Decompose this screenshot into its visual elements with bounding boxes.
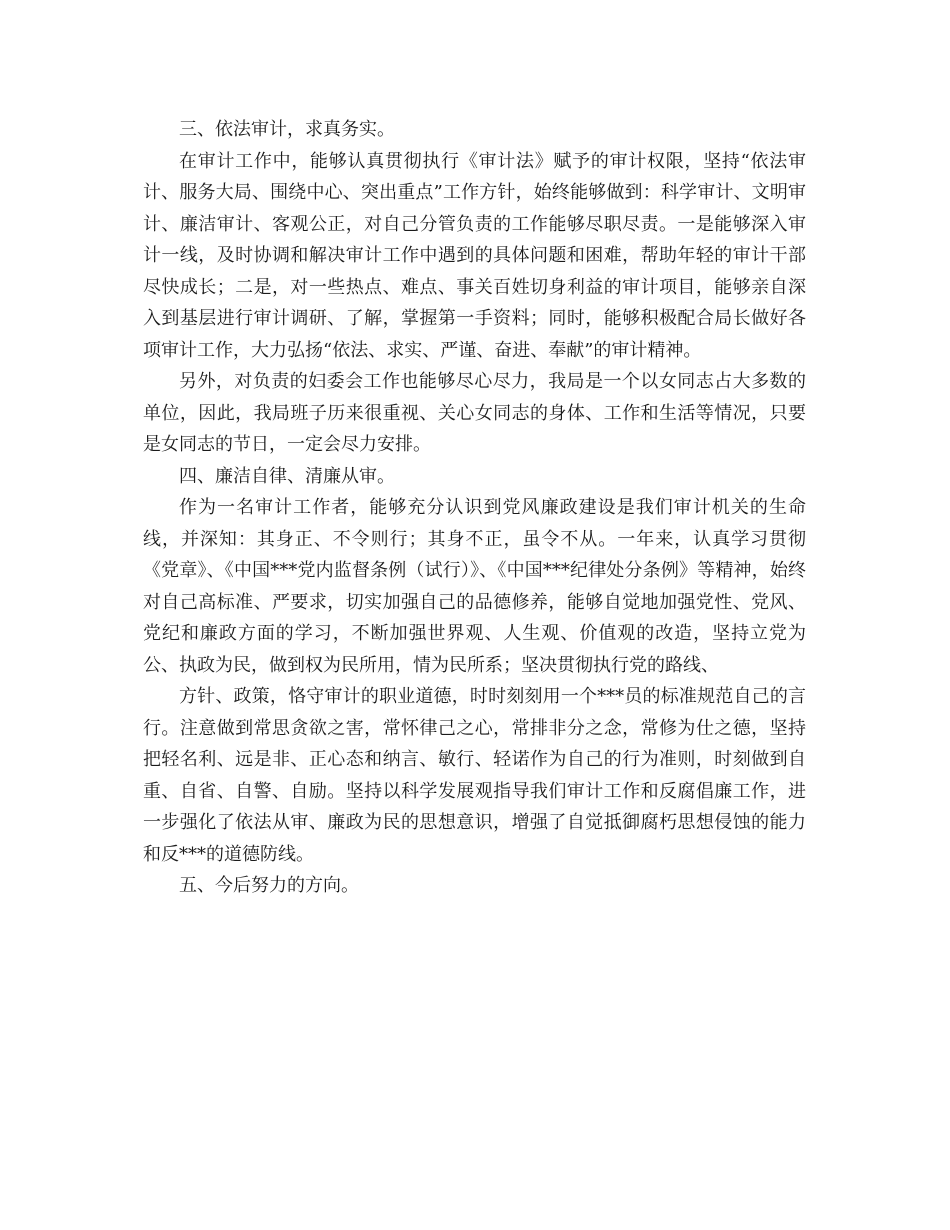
document-body [143, 114, 806, 902]
section-heading-5: 五、今后努力的方向。 [179, 875, 359, 896]
section-heading-4: 四、廉洁自律、清廉从审。 [179, 465, 395, 487]
paragraph-women-committee: 另外，对负责的妇委会工作也能够尽心尽力，我局是一个以女同志占大多数的单位，因此，我局班子历来很重视、关心女同志的身体、工作和生活等情况，只要是女同志的节日，一定会尽力安排。 [143, 371, 806, 455]
paragraph-audit-work: 在审计工作中，能够认真贯彻执行《审计法》赋予的审计权限，坚持“依法审计、服务大局、围绕中心、突出重点”工作方针，始终能够做到：科学审计、文明审计、廉洁审计、客观公正，对自己分管负责的工作能够尽职尽责。一是能够深入审计一线，及时协调和解决审计工作中遇到的具体问题和困难，帮助年轻的审计干部尽快成长；二是，对一些热点、难点、事关百姓切身利益的审计项目，能够亲自深入到基层进行审计调研、了解，掌握第一手资料；同时，能够积极配合局长做好各项审计工作，大力弘扬“依法、求实、严谨、奋进、奉献”的审计精神。 [143, 150, 806, 361]
section-heading-3: 三、依法审计，求真务实。 [179, 119, 395, 140]
paragraph-ethics: 方针、政策，恪守审计的职业道德，时时刻刻用一个***员的标准规范自己的言行。注意做到常思贪欲之害，常怀律己之心，常排非分之念，常修为仕之德，坚持把轻名利、远是非、正心态和纳言、敏行、轻诺作为自己的行为准则，时刻做到自重、自省、自警、自励。坚持以科学发展观指导我们审计工作和反腐倡廉工作，进一步强化了依法从审、廉政为民的思想意识，增强了自觉抵御腐朽思想侵蚀的能力和反***的道德防线。 [143, 686, 806, 865]
paragraph-integrity: 作为一名审计工作者，能够充分认识到党风廉政建设是我们审计机关的生命线，并深知：其身正、不令则行；其身不正，虽令不从。一年来，认真学习贯彻《党章》、《中国***党内监督条例（试行）》、《中国***纪律处分条例》等精神，始终对自己高标准、严要求，切实加强自己的品德修养，能够自觉地加强党性、党风、党纪和廉政方面的学习，不断加强世界观、人生观、价值观的改造，坚持立党为公、执政为民，做到权为民所用，情为民所系；坚决贯彻执行党的路线、 [143, 497, 806, 676]
